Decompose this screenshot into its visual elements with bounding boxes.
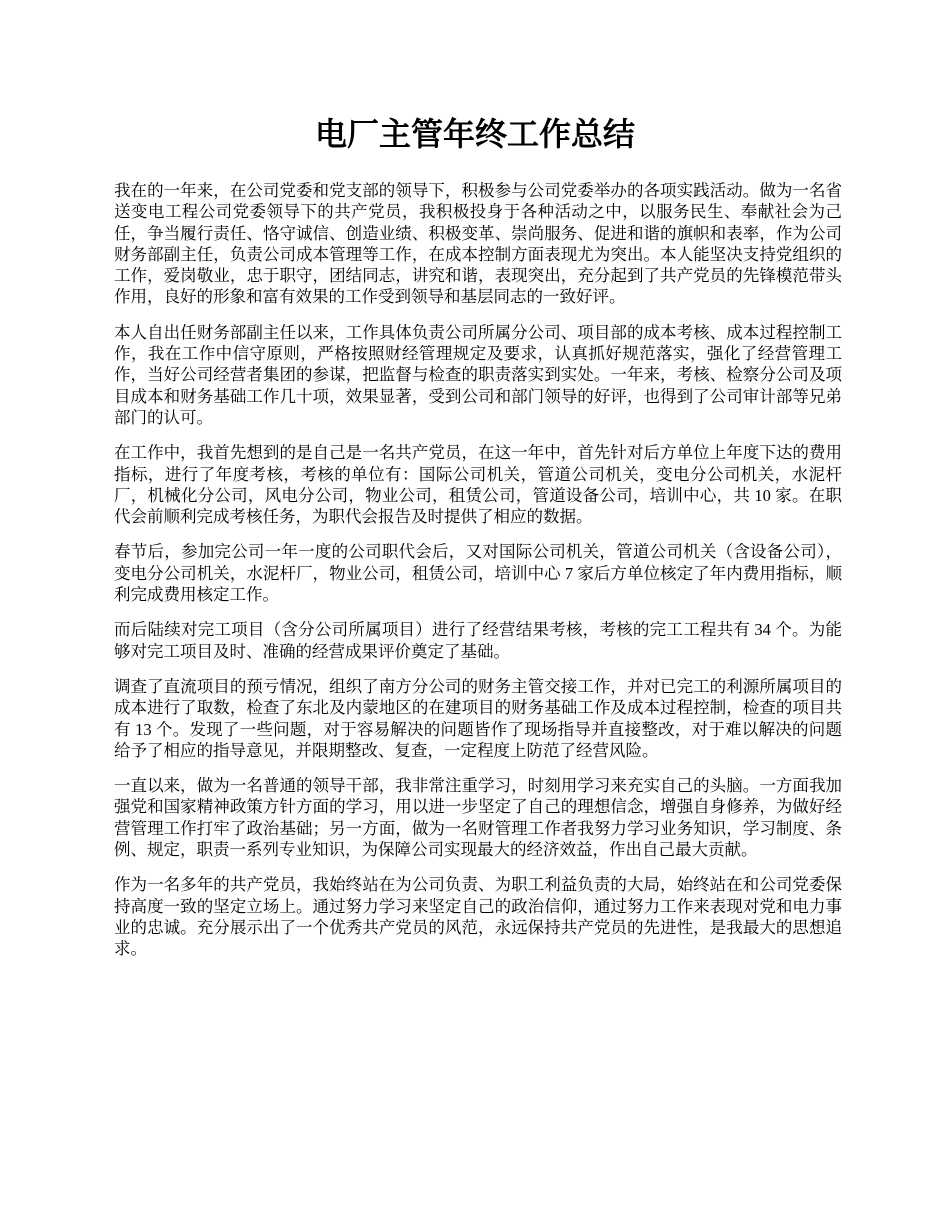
paragraph: 春节后，参加完公司一年一度的公司职代会后，又对国际公司机关，管道公司机关（含设备公司），变电分公司机关，水泥杆厂，物业公司，租赁公司，培训中心 7 家后方单位核定了年内费用指标，顺利完成费用核定工作。 — [114, 542, 842, 605]
document-body — [114, 180, 842, 974]
paragraph: 而后陆续对完工项目（含分公司所属项目）进行了经营结果考核，考核的完工工程共有 34 个。为能够对完工项目及时、准确的经营成果评价奠定了基础。 — [114, 620, 842, 661]
paragraph: 一直以来，做为一名普通的领导干部，我非常注重学习，时刻用学习来充实自己的头脑。一方面我加强党和国家精神政策方针方面的学习，用以进一步坚定了自己的理想信念，增强自身修养，为做好经营管理工作打牢了政治基础；另一方面，做为一名财管理工作者我努力学习业务知识，学习制度、条例、规定，职责一系列专业知识，为保障公司实现最大的经济效益，作出自己最大贡献。 — [114, 776, 842, 860]
document-title: 电厂主管年终工作总结 — [314, 115, 635, 153]
paragraph: 在工作中，我首先想到的是自己是一名共产党员，在这一年中，首先针对后方单位上年度下达的费用指标，进行了年度考核，考核的单位有：国际公司机关，管道公司机关，变电分公司机关，水泥杆厂，机械化分公司，风电分公司，物业公司，租赁公司，管道设备公司，培训中心，共 10 家。在职代会前顺利完成考核任务，为职代会报告及时提供了相应的数据。 — [114, 443, 842, 527]
paragraph: 作为一名多年的共产党员，我始终站在为公司负责、为职工利益负责的大局，始终站在和公司党委保持高度一致的坚定立场上。通过努力学习来坚定自己的政治信仰，通过努力工作来表现对党和电力事业的忠诚。充分展示出了一个优秀共产党员的风范，永远保持共产党员的先进性，是我最大的思想追求。 — [114, 875, 842, 959]
paragraph: 我在的一年来，在公司党委和党支部的领导下，积极参与公司党委举办的各项实践活动。做为一名省送变电工程公司党委领导下的共产党员，我积极投身于各种活动之中，以服务民生、奉献社会为己任，争当履行责任、恪守诚信、创造业绩、积极变革、崇尚服务、促进和谐的旗帜和表率，作为公司财务部副主任，负责公司成本管理等工作，在成本控制方面表现尤为突出。本人能坚决支持党组织的工作，爱岗敬业，忠于职守，团结同志，讲究和谐，表现突出，充分起到了共产党员的先锋模范带头作用，良好的形象和富有效果的工作受到领导和基层同志的一致好评。 — [114, 181, 842, 307]
paragraph: 调查了直流项目的预亏情况，组织了南方分公司的财务主管交接工作，并对已完工的利源所属项目的成本进行了取数，检查了东北及内蒙地区的在建项目的财务基础工作及成本过程控制，检查的项目共有 13 个。发现了一些问题，对于容易解决的问题皆作了现场指导并直接整改，对于难以解决的问题给予了相应的指导意见，并限期整改、复查，一定程度上防范了经营风险。 — [114, 676, 842, 760]
paragraph: 本人自出任财务部副主任以来，工作具体负责公司所属分公司、项目部的成本考核、成本过程控制工作，我在工作中信守原则，严格按照财经管理规定及要求，认真抓好规范落实，强化了经营管理工作，当好公司经营者集团的参谋，把监督与检查的职责落实到实处。一年来，考核、检察分公司及项目成本和财务基础工作几十项，效果显著，受到公司和部门领导的好评，也得到了公司审计部等兄弟部门的认可。 — [114, 322, 842, 427]
